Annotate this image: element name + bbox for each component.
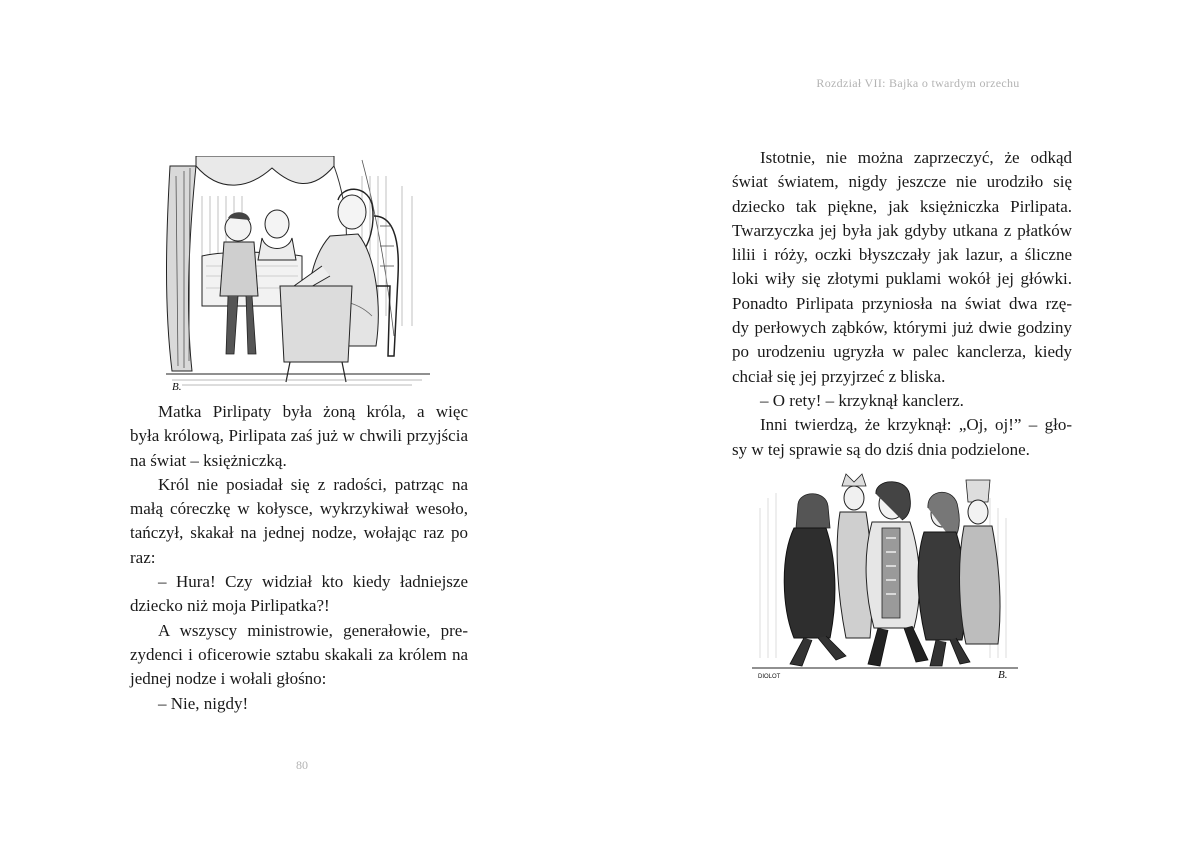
illustration-signature: B. [172, 381, 182, 393]
text-line: Matka Pirlipaty była żoną króla, a więc [158, 402, 468, 421]
text-line: Król nie posiadał się z radości, patrząc na [158, 474, 468, 494]
text-line: – Hura! Czy widział kto kiedy ładniejsze [158, 572, 468, 592]
text-line: Inni twierdzą, że krzyknął: „Oj, oj!” – gło- [760, 415, 1072, 435]
engraving-dancing-courtiers [750, 468, 1020, 680]
illustration-dancing-ministers [750, 468, 1020, 680]
right-page [600, 0, 1200, 848]
text-line: zydenci i oficerowie sztabu skakali za królem na [130, 644, 468, 664]
right-page-body [732, 146, 1072, 462]
text-line: dy perłowych ząbków, którymi już dwie godziny [732, 318, 1072, 338]
text-line: była królową, Pirlipata zaś już w chwili przyjścia [130, 426, 468, 446]
left-page-body [130, 400, 468, 716]
text-line: jednej nodze i wołali głośno: [130, 669, 327, 689]
illustration-signature: B. [998, 669, 1008, 680]
text-line: tańczył, skakał na jednej nodze, wołając raz po [130, 523, 468, 543]
text-line: po urodzeniu ugryzła w palec kanclerza, kiedy [732, 342, 1072, 362]
illustration-king-and-queen [162, 156, 434, 394]
text-line: A wszyscy ministrowie, generałowie, pre- [158, 620, 468, 640]
text-line: dziecko tak piękne, jak księżniczka Pirlipata. [732, 196, 1072, 216]
text-line: loki wiły się złotymi puklami wokół jej główki. [732, 269, 1072, 289]
text-line: lilii i róży, oczki błyszczały jak lazur, a śliczne [732, 245, 1072, 265]
illustration-engraver-credit: DIOLOT [758, 674, 781, 680]
running-head: Rozdział VII: Bajka o twardym orzechu [816, 76, 1020, 90]
text-line: świat światem, nigdy jeszcze nie urodziło się [732, 172, 1072, 192]
text-line: Twarzyczka jej była jak gdyby utkana z płatków [732, 220, 1072, 240]
text-line: małą córeczkę w kołysce, wykrzykiwał wesoło, [130, 499, 468, 519]
text-line: – O rety! – krzyknął kanclerz. [760, 390, 964, 410]
engraving-king-with-child [162, 156, 434, 394]
text-line: dziecko niż moja Pirlipatka?! [130, 596, 330, 616]
text-line: chciał się jej przyjrzeć z bliska. [732, 366, 946, 386]
text-line: – Nie, nigdy! [158, 693, 249, 713]
page-number: 80 [296, 758, 308, 772]
text-line: sy w tej sprawie są do dziś dnia podzielone. [732, 439, 1030, 459]
text-line: Ponadto Pirlipata przyniosła na świat dwa rzę- [732, 293, 1072, 313]
text-line: na świat – księżniczką. [130, 450, 287, 470]
text-line: Istotnie, nie można zaprzeczyć, że odkąd [760, 148, 1072, 167]
text-line: raz: [130, 547, 156, 567]
